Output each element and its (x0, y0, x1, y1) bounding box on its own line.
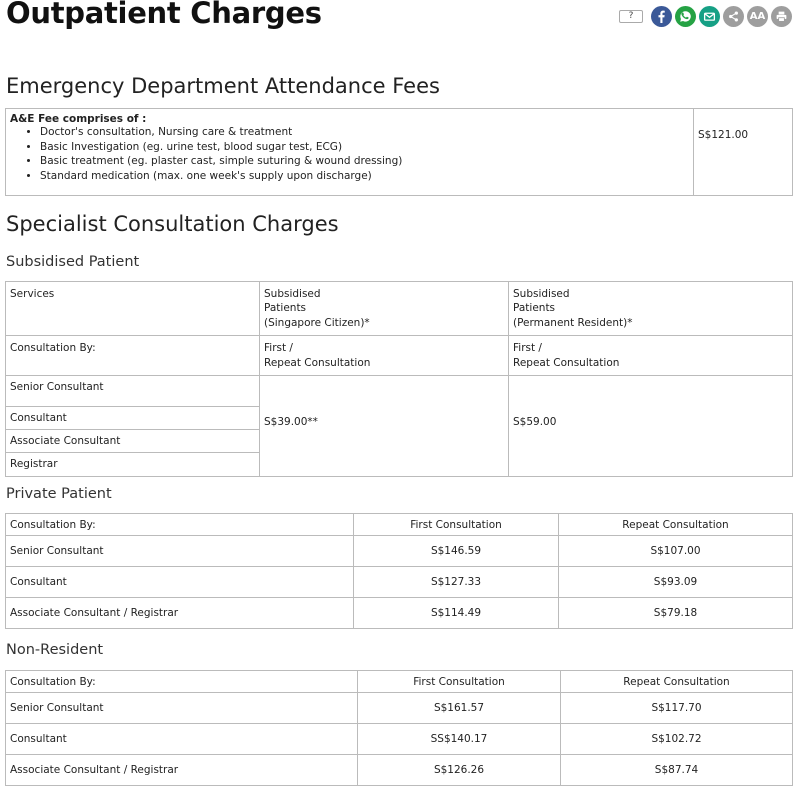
table-cell: S$87.74 (561, 755, 793, 786)
table-row (6, 567, 793, 598)
font-size-label: AA (749, 10, 766, 22)
subsidised-heading: Subsidised Patient (6, 254, 140, 270)
specialist-heading: Specialist Consultation Charges (6, 212, 339, 236)
page-title: Outpatient Charges (6, 0, 322, 30)
rank-consultant: Consultant (6, 407, 260, 430)
share-icon[interactable] (723, 6, 744, 27)
email-icon[interactable] (699, 6, 720, 27)
table-cell: Senior Consultant (6, 536, 354, 567)
table-cell: S$146.59 (354, 536, 559, 567)
list-item: • Basic Investigation (eg. urine test, blood sugar test, ECG) (40, 140, 689, 155)
pr-header-line: Subsidised (513, 288, 570, 300)
table-row (6, 536, 793, 567)
print-icon[interactable] (771, 6, 792, 27)
table-row (6, 376, 793, 407)
table-cell: Senior Consultant (6, 693, 358, 724)
emergency-fee-table (5, 108, 793, 196)
pr-header-line: (Permanent Resident)* (513, 316, 633, 329)
table-cell: S$102.72 (561, 724, 793, 755)
table-row (6, 693, 793, 724)
citizen-consultation-type (260, 336, 509, 376)
table-row (6, 755, 793, 786)
consultation-by-label: Consultation By: (6, 336, 260, 376)
rank-senior-consultant: Senior Consultant (6, 376, 260, 407)
emergency-fee-list (40, 125, 689, 183)
column-header: Repeat Consultation (559, 514, 793, 536)
citizen-column-header (260, 282, 509, 336)
table-cell: S$93.09 (559, 567, 793, 598)
citizen-header-line: Patients (264, 302, 307, 315)
table-row (6, 282, 793, 336)
list-item: • Standard medication (max. one week's supply upon discharge) (40, 169, 689, 184)
emergency-fee-price: S$121.00 (694, 109, 793, 196)
table-cell: S$126.26 (358, 755, 561, 786)
table-cell: S$161.57 (358, 693, 561, 724)
rank-associate-consultant: Associate Consultant (6, 430, 260, 453)
table-cell: Consultant (6, 724, 358, 755)
citizen-header-line: Subsidised (264, 288, 321, 300)
private-fee-table (5, 513, 793, 629)
facebook-icon[interactable] (651, 6, 672, 27)
column-header: First Consultation (354, 514, 559, 536)
table-cell: S$79.18 (559, 598, 793, 629)
table-row (6, 598, 793, 629)
non-resident-fee-table (5, 670, 793, 786)
citizen-header-line: (Singapore Citizen)* (264, 316, 370, 329)
private-heading: Private Patient (6, 486, 112, 502)
column-header: Consultation By: (6, 671, 358, 693)
column-header: Consultation By: (6, 514, 354, 536)
subsidised-fee-table (5, 281, 793, 477)
column-header: First Consultation (358, 671, 561, 693)
table-cell: Associate Consultant / Registrar (6, 755, 358, 786)
services-header: Services (6, 282, 260, 336)
pr-column-header (509, 282, 793, 336)
table-cell: S$117.70 (561, 693, 793, 724)
help-button[interactable]: ? (619, 10, 643, 23)
font-size-icon[interactable] (747, 6, 768, 27)
emergency-heading: Emergency Department Attendance Fees (6, 74, 440, 98)
table-cell: Consultant (6, 567, 354, 598)
pr-fee: S$59.00 (509, 376, 793, 477)
list-item: • Doctor's consultation, Nursing care & treatment (40, 125, 689, 140)
table-header-row (6, 671, 793, 693)
table-cell: SS$140.17 (358, 724, 561, 755)
emergency-fee-description (6, 109, 694, 196)
rank-registrar: Registrar (6, 453, 260, 477)
whatsapp-icon[interactable] (675, 6, 696, 27)
table-cell: S$114.49 (354, 598, 559, 629)
consultation-type-line: First / (264, 342, 293, 355)
column-header: Repeat Consultation (561, 671, 793, 693)
table-row (6, 336, 793, 376)
table-cell: S$107.00 (559, 536, 793, 567)
table-cell: S$127.33 (354, 567, 559, 598)
share-toolbar (619, 5, 792, 27)
non-resident-heading: Non-Resident (6, 642, 104, 658)
pr-header-line: Patients (513, 302, 556, 315)
consultation-type-line: First / (513, 342, 542, 355)
table-header-row (6, 514, 793, 536)
table-row (6, 724, 793, 755)
list-item: • Basic treatment (eg. plaster cast, simple suturing & wound dressing) (40, 154, 689, 169)
table-cell: Associate Consultant / Registrar (6, 598, 354, 629)
citizen-fee: S$39.00** (260, 376, 509, 477)
consultation-type-line: Repeat Consultation (513, 356, 620, 369)
consultation-type-line: Repeat Consultation (264, 356, 371, 369)
pr-consultation-type (509, 336, 793, 376)
emergency-fee-intro: A&E Fee comprises of : (10, 113, 147, 125)
